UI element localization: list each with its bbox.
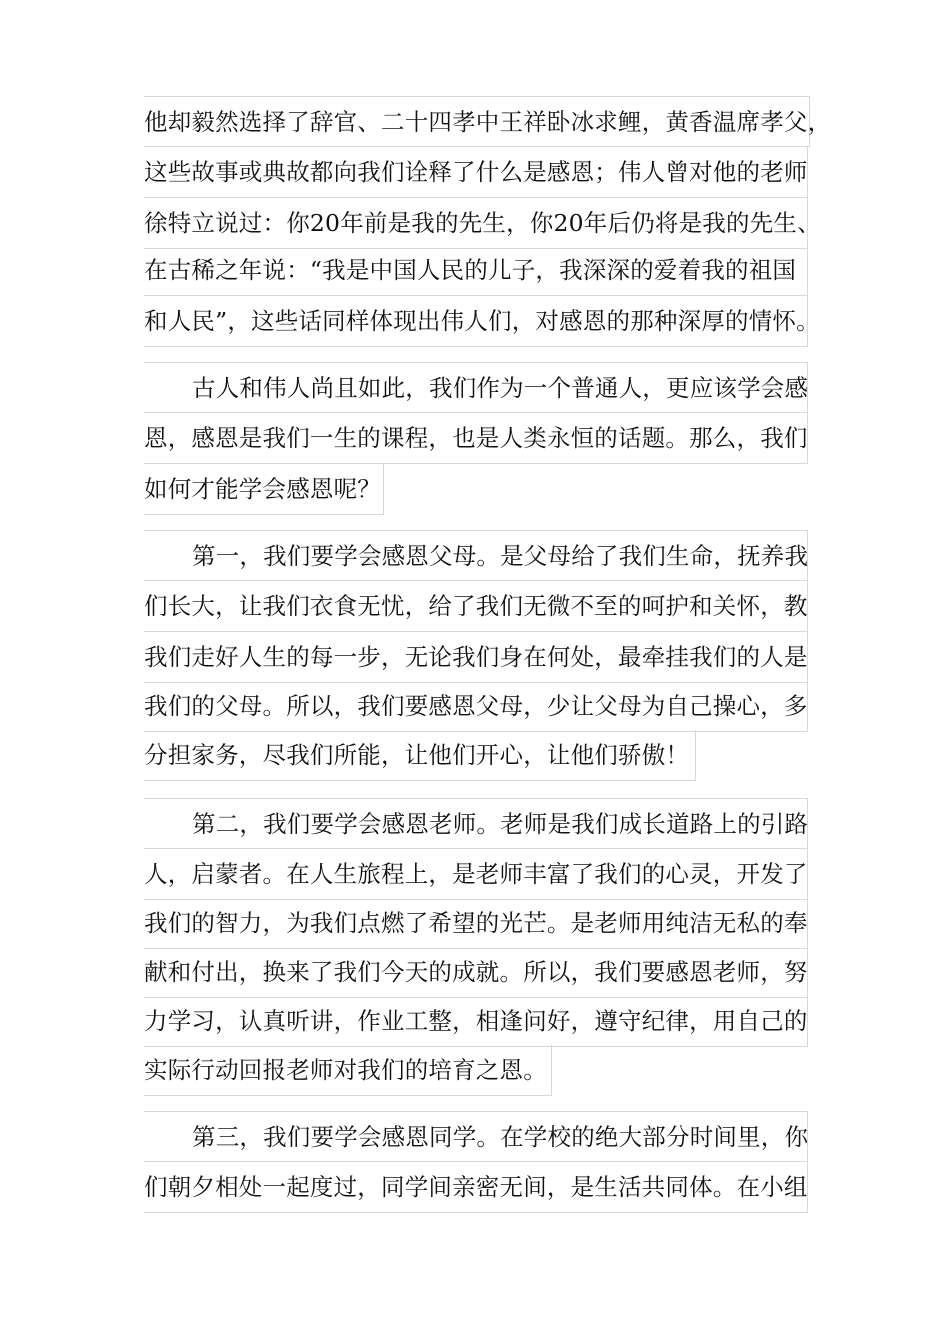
text-line: 实际行动回报老师对我们的培育之恩。 xyxy=(144,1045,552,1096)
text-line: 第二，我们要学会感恩老师。老师是我们成长道路上的引路 xyxy=(144,798,808,849)
text-line: 献和付出，换来了我们今天的成就。所以，我们要感恩老师，努 xyxy=(144,947,808,998)
text-line: 力学习，认真听讲，作业工整，相逢问好，遵守纪律，用自己的 xyxy=(144,996,808,1047)
text-line: 我们的智力，为我们点燃了希望的光芒。是老师用纯洁无私的奉 xyxy=(144,898,808,949)
text-line: 他却毅然选择了辞官、二十四孝中王祥卧冰求鲤，黄香温席孝父， xyxy=(144,96,810,147)
text-line: 分担家务，尽我们所能，让他们开心，让他们骄傲！ xyxy=(144,730,696,781)
text-line: 这些故事或典故都向我们诠释了什么是感恩；伟人曾对他的老师 xyxy=(144,147,808,198)
text-line: 和人民”，这些话同样体现出伟人们，对感恩的那种深厚的情怀。 xyxy=(144,296,808,347)
text-line: 古人和伟人尚且如此，我们作为一个普通人，更应该学会感 xyxy=(144,362,808,413)
text-line: 们朝夕相处一起度过，同学间亲密无间，是生活共同体。在小组 xyxy=(144,1162,808,1213)
text-line: 第三，我们要学会感恩同学。在学校的绝大部分时间里，你 xyxy=(144,1111,808,1162)
text-line: 如何才能学会感恩呢？ xyxy=(144,464,384,515)
text-line: 我们的父母。所以，我们要感恩父母，少让父母为自己操心，多 xyxy=(144,681,808,732)
text-line: 徐特立说过：你20年前是我的先生，你20年后仍将是我的先生、 xyxy=(144,198,808,249)
text-line: 人，启蒙者。在人生旅程上，是老师丰富了我们的心灵，开发了 xyxy=(144,849,808,900)
text-line: 们长大，让我们衣食无忧，给了我们无微不至的呵护和关怀，教 xyxy=(144,581,808,632)
text-line: 第一，我们要学会感恩父母。是父母给了我们生命，抚养我 xyxy=(144,530,808,581)
text-line: 在古稀之年说：“我是中国人民的儿子，我深深的爱着我的祖国 xyxy=(144,245,808,296)
text-line: 我们走好人生的每一步，无论我们身在何处，最牵挂我们的人是 xyxy=(144,632,808,683)
text-line: 恩，感恩是我们一生的课程，也是人类永恒的话题。那么，我们 xyxy=(144,413,808,464)
